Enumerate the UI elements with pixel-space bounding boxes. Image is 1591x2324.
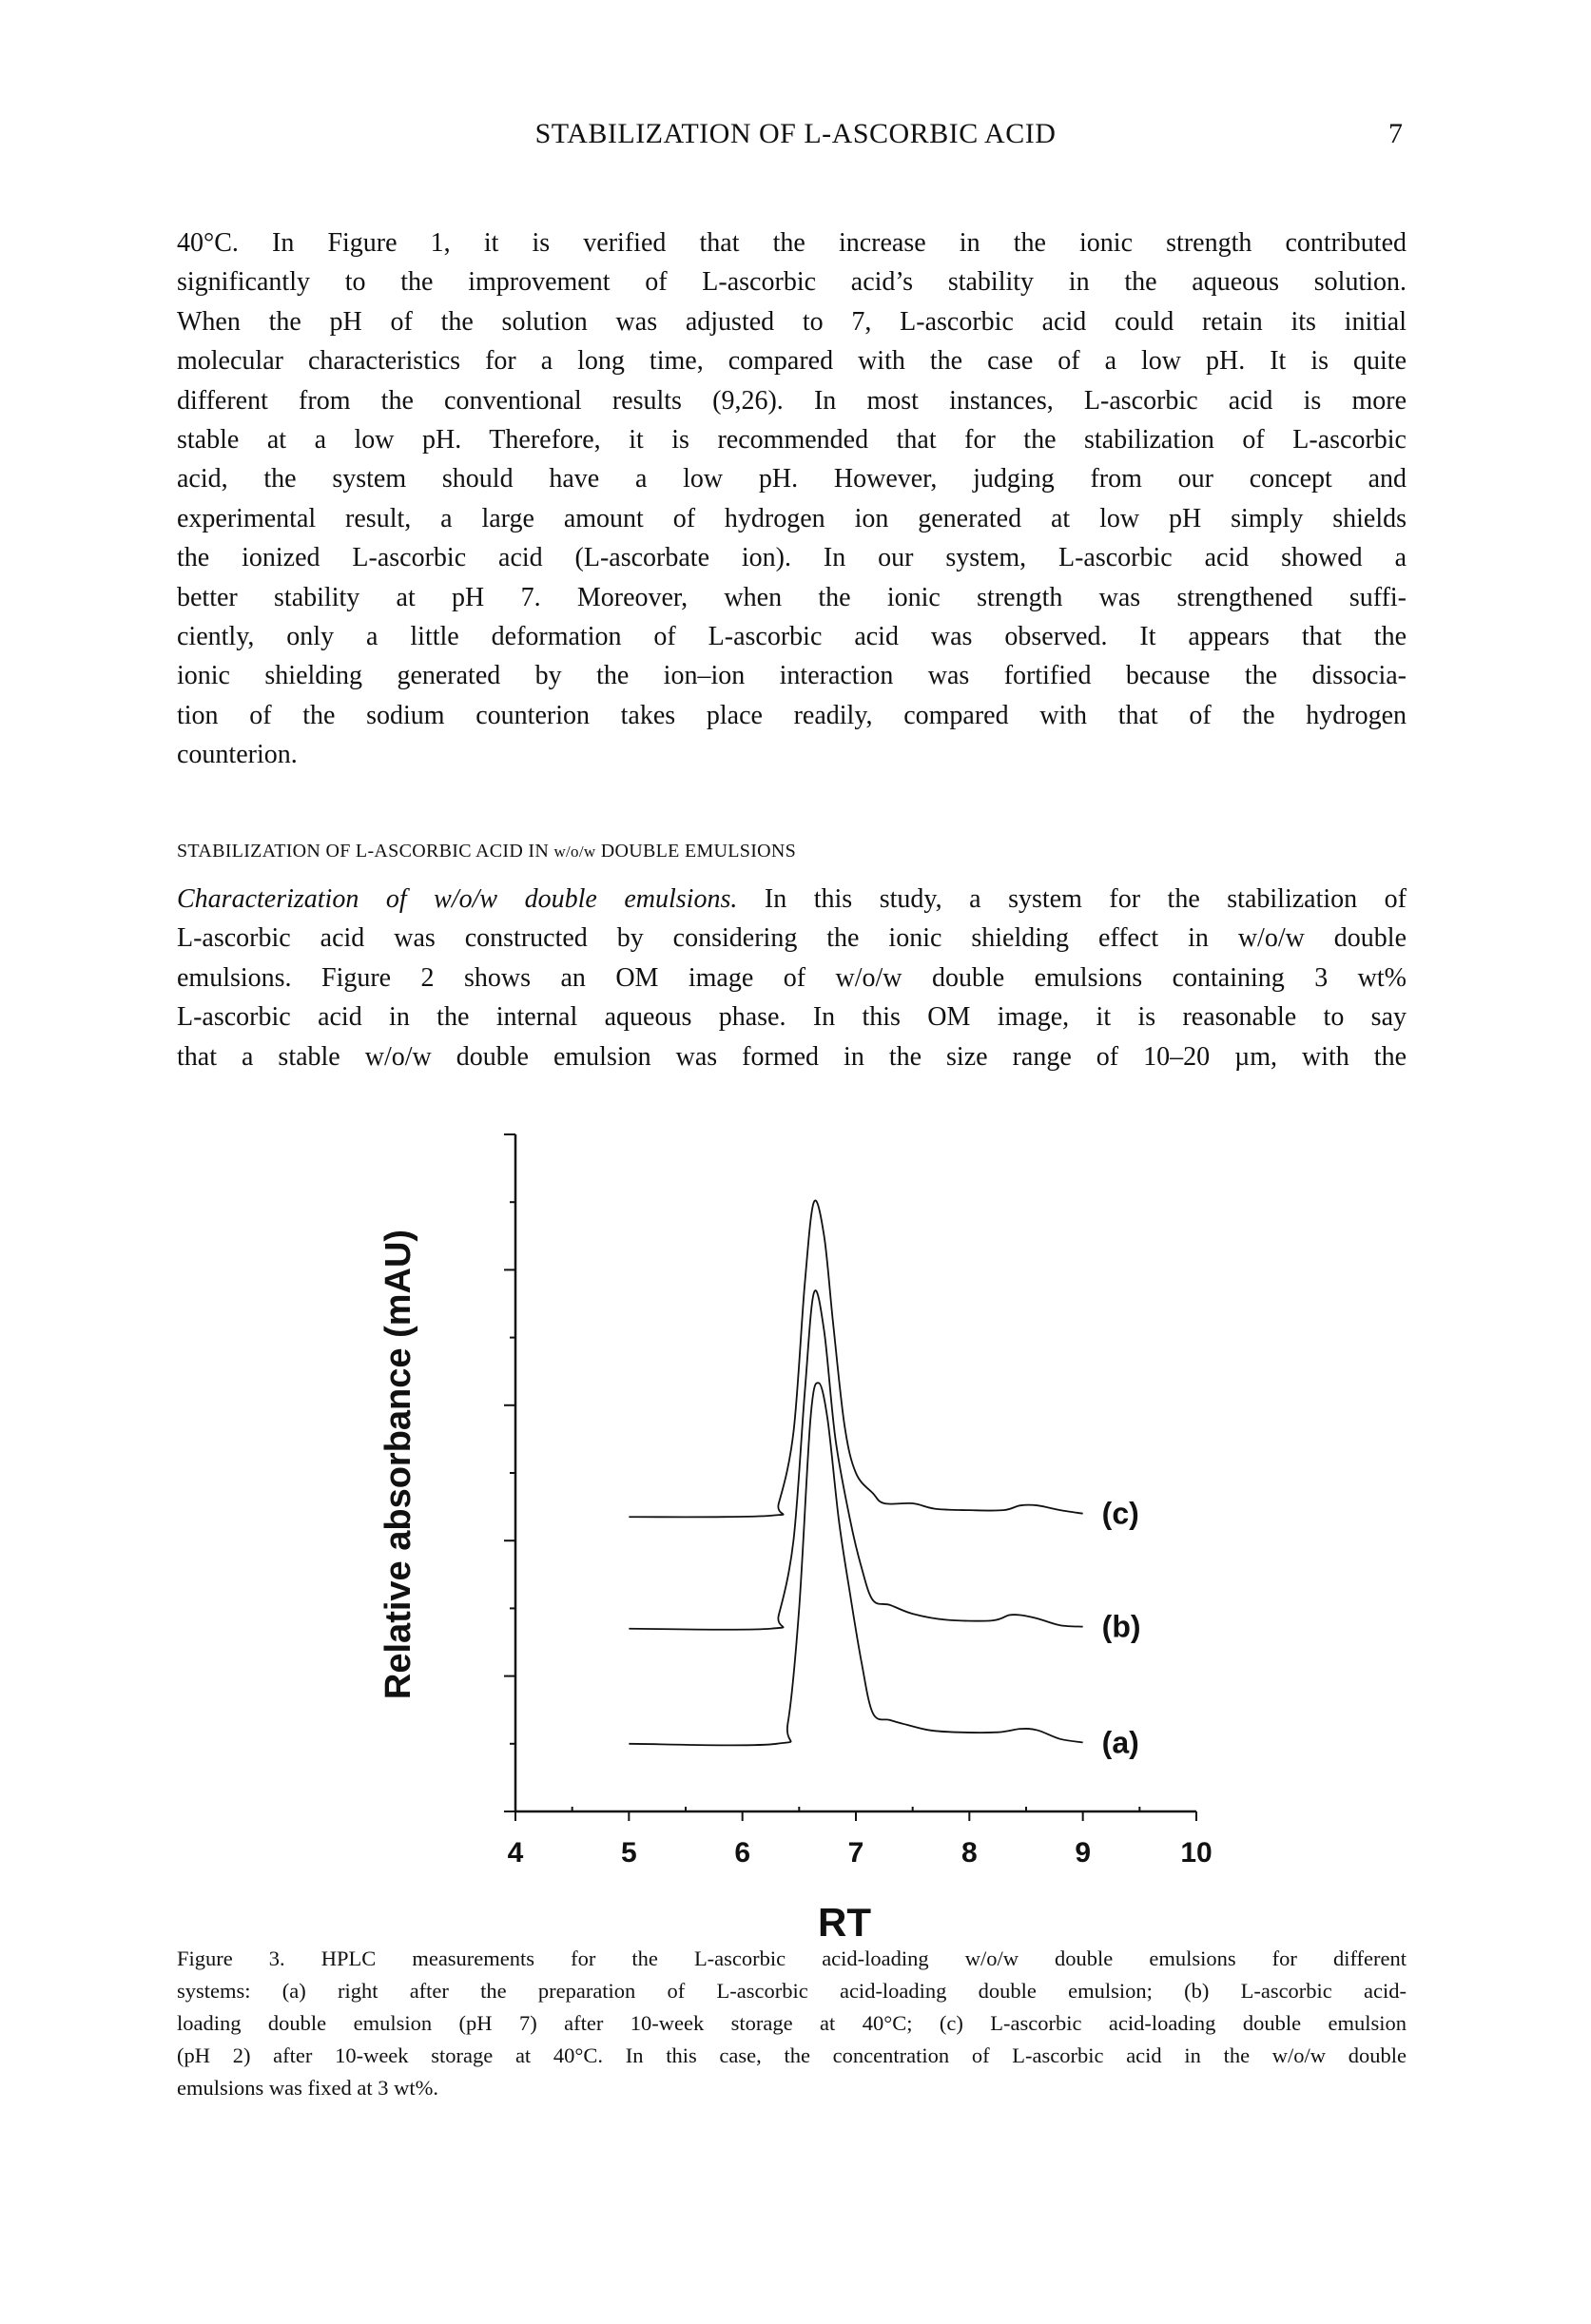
x-tick-label: 6 xyxy=(734,1837,751,1869)
series-line-c xyxy=(629,1200,1082,1517)
text-line: the ionized L-ascorbic acid (L-ascorbate ion). In our system, L-ascorbic acid showed a xyxy=(177,543,1407,573)
text-line: When the pH of the solution was adjusted to 7, L-ascorbic acid could retain its initial xyxy=(177,306,1407,337)
text-line: 40°C. In Figure 1, it is verified that the increase in the ionic strength contributed xyxy=(177,228,1407,258)
text-line: different from the conventional results (9,26). In most instances, L-ascorbic acid is more xyxy=(177,385,1407,416)
caption-text: HPLC measurements for the L-ascorbic acid-loading w/o/w double emulsions for different xyxy=(284,1946,1407,1970)
text-span: In this study, a system for the stabilization of xyxy=(737,884,1407,914)
text-line: ionic shielding generated by the ion–ion interaction was fortified because the dissocia- xyxy=(177,661,1407,691)
section-heading-wow: w/o/w xyxy=(553,842,596,861)
series-label: (c) xyxy=(1101,1496,1139,1531)
text-line: tion of the sodium counterion takes place readily, compared with that of the hydrogen xyxy=(177,700,1407,730)
caption-line: emulsions was fixed at 3 wt%. xyxy=(177,2076,438,2100)
text-line: experimental result, a large amount of hydrogen ion generated at low pH simply shields xyxy=(177,503,1407,533)
hplc-chart xyxy=(361,1094,1217,1949)
figure-label: Figure 3. xyxy=(177,1946,285,1970)
text-line: L-ascorbic acid was constructed by considering the ionic shielding effect in w/o/w double xyxy=(177,923,1407,954)
text-line: ciently, only a little deformation of L-ascorbic acid was observed. It appears that the xyxy=(177,621,1407,651)
running-title: STABILIZATION OF L-ASCORBIC ACID xyxy=(534,118,1057,149)
y-axis-label: Relative absorbance (mAU) xyxy=(378,1229,418,1700)
run-in-title: Characterization of w/o/w double emulsions. xyxy=(177,884,738,914)
x-tick-label: 4 xyxy=(507,1837,524,1869)
x-tick-label: 9 xyxy=(1075,1837,1092,1869)
x-tick-label: 7 xyxy=(847,1837,864,1869)
page-number: 7 xyxy=(1388,118,1403,149)
text-line: molecular characteristics for a long time, compared with the case of a low pH. It is quite xyxy=(177,346,1407,377)
text-line: better stability at pH 7. Moreover, when the ionic strength was strengthened suffi- xyxy=(177,582,1407,612)
x-tick-label: 8 xyxy=(960,1837,978,1869)
series-label: (a) xyxy=(1101,1725,1139,1760)
text-line: significantly to the improvement of L-ascorbic acid’s stability in the aqueous solution. xyxy=(177,267,1407,298)
section-heading-text: STABILIZATION OF L-ASCORBIC ACID IN xyxy=(177,841,554,862)
text-line: that a stable w/o/w double emulsion was formed in the size range of 10–20 µm, with the xyxy=(177,1041,1407,1072)
caption-line xyxy=(177,1943,1407,1975)
text-line xyxy=(177,880,1407,919)
paragraph-characterization xyxy=(177,880,1407,1076)
x-tick-label: 5 xyxy=(620,1837,637,1869)
series-line-b xyxy=(629,1290,1082,1630)
figure-caption xyxy=(177,1943,1407,2104)
x-axis-label: RT xyxy=(818,1900,871,1945)
series-line-a xyxy=(629,1383,1082,1745)
text-line: emulsions. Figure 2 shows an OM image of w/o/w double emulsions containing 3 wt% xyxy=(177,962,1407,993)
series-label: (b) xyxy=(1101,1609,1141,1644)
caption-line: loading double emulsion (pH 7) after 10-week storage at 40°C; (c) L-ascorbic acid-loading double emulsion xyxy=(177,2011,1407,2035)
caption-line: systems: (a) right after the preparation of L-ascorbic acid-loading double emulsion; (b) L-ascorbic acid- xyxy=(177,1979,1407,2003)
text-line: L-ascorbic acid in the internal aqueous phase. In this OM image, it is reasonable to say xyxy=(177,1002,1407,1033)
section-heading xyxy=(177,841,796,862)
x-tick-label: 10 xyxy=(1180,1837,1213,1869)
text-line: counterion. xyxy=(177,740,298,770)
caption-line: (pH 2) after 10-week storage at 40°C. In this case, the concentration of L-ascorbic acid in the w/o/w double xyxy=(177,2043,1407,2067)
section-heading-text-end: DOUBLE EMULSIONS xyxy=(595,841,797,862)
paragraph-ionic-strength xyxy=(177,223,1407,774)
text-line: acid, the system should have a low pH. However, judging from our concept and xyxy=(177,464,1407,494)
text-line: stable at a low pH. Therefore, it is recommended that for the stabilization of L-ascorbic xyxy=(177,424,1407,455)
